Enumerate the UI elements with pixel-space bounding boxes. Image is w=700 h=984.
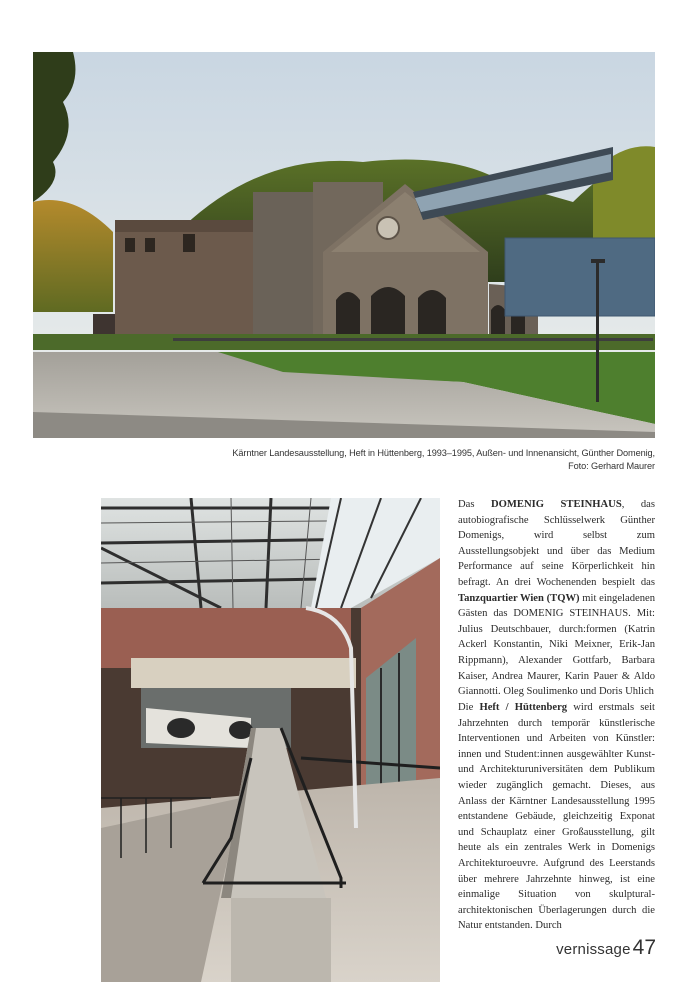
page-number: 47 [632,936,656,959]
exterior-photo [33,52,655,438]
p2-text-run: Die [458,702,480,713]
photo-caption-line-2: Foto: Gerhard Maurer [568,461,655,471]
p1-bold-run: Tanzquartier Wien (TQW) [458,592,580,604]
interior-photo [101,498,440,982]
p2-text-run: wird erstmals seit Jahrzehnten durch temporär künstlerische Interventionen und Arbeiten von Künstler: innen und Student:innen ausgewählter Kunst- und Architekturuniversitäten dem Publikum wieder zugänglich gemacht. Dieses, aus Anlass der Kärntner Landesausstellung 1995 entstandene Gebäude, gleichzeitig Exponat und Schauplatz einer Großausstellung, gilt heute als ein zentrales Werk in Domenigs Architekturoeuvre. Aufgrund des Leerstands über mehrere Jahrzehnte hinweg, ist eine einmalige Situation von skulptural-architektonischen Überlagerungen durch die Natur entstanden. Durch [458,702,655,932]
article-paragraph-2 [458,700,655,934]
article-paragraph-1 [458,497,655,700]
page-footer [556,936,656,960]
p1-bold-run: DOMENIG STEINHAUS [491,499,622,510]
p1-text-run: Das [458,499,491,510]
p1-text-run: , das autobiografische Schlüsselwerk Günther Domenigs, wird selbst zum Ausstellungsobjekt und über das Medium Performance auf seine Körperlichkeit hin befragt. An drei Wochenenden bespielt das [458,499,656,588]
p2-bold-run: Heft / Hüttenberg [479,702,568,713]
photo-caption-line-1: Kärntner Landesausstellung, Heft in Hüttenberg, 1993–1995, Außen- und Innenansicht, Günther Domenig, [232,448,655,458]
magazine-name: vernissage [556,941,631,958]
p1-text-run: mit eingeladenen Gästen das DOMENIG STEINHAUS. Mit: Julius Deutschbauer, durch:formen (Katrin Ackerl Konstantin, Niki Meixner, Erik-Jan Rippmann), Alexander Gottfarb, Barbara Kaiser, Andrea Maurer, Karin Pauer & Aldo Giannotti. Oleg Soulimenko und Doris Uhlich [458,592,655,698]
